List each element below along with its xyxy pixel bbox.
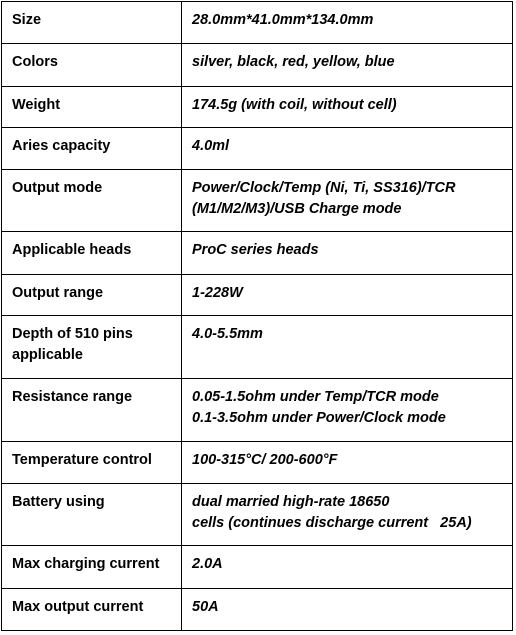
spec-label: Size bbox=[2, 2, 182, 44]
spec-value: 0.05-1.5ohm under Temp/TCR mode 0.1-3.5ohm under Power/Clock mode bbox=[182, 379, 513, 441]
table-row bbox=[2, 379, 513, 441]
spec-value: dual married high-rate 18650 cells (continues discharge current 25A) bbox=[182, 484, 513, 546]
spec-label: Colors bbox=[2, 44, 182, 86]
spec-value: 28.0mm*41.0mm*134.0mm bbox=[182, 2, 513, 44]
spec-value: silver, black, red, yellow, blue bbox=[182, 44, 513, 86]
spec-label: Output mode bbox=[2, 170, 182, 232]
spec-value: 50A bbox=[182, 588, 513, 630]
spec-label: Battery using bbox=[2, 484, 182, 546]
table-row bbox=[2, 315, 513, 378]
table-row bbox=[2, 441, 513, 483]
spec-value: 4.0-5.5mm bbox=[182, 315, 513, 378]
spec-value: 2.0A bbox=[182, 546, 513, 588]
table-row bbox=[2, 127, 513, 169]
table-row bbox=[2, 232, 513, 274]
spec-label: Depth of 510 pins applicable bbox=[2, 315, 182, 378]
spec-label: Aries capacity bbox=[2, 127, 182, 169]
spec-label: Temperature control bbox=[2, 441, 182, 483]
spec-label: Resistance range bbox=[2, 379, 182, 441]
spec-value: 174.5g (with coil, without cell) bbox=[182, 86, 513, 127]
table-row bbox=[2, 2, 513, 44]
table-row bbox=[2, 546, 513, 588]
table-row bbox=[2, 170, 513, 232]
spec-label: Output range bbox=[2, 274, 182, 315]
table-row bbox=[2, 44, 513, 86]
table-row bbox=[2, 274, 513, 315]
table-row bbox=[2, 86, 513, 127]
spec-value: Power/Clock/Temp (Ni, Ti, SS316)/TCR (M1/M2/M3)/USB Charge mode bbox=[182, 170, 513, 232]
spec-label: Max charging current bbox=[2, 546, 182, 588]
table-row bbox=[2, 588, 513, 630]
spec-value: ProC series heads bbox=[182, 232, 513, 274]
spec-value: 1-228W bbox=[182, 274, 513, 315]
spec-label: Max output current bbox=[2, 588, 182, 630]
spec-label: Applicable heads bbox=[2, 232, 182, 274]
spec-value: 4.0ml bbox=[182, 127, 513, 169]
spec-value: 100-315°C/ 200-600°F bbox=[182, 441, 513, 483]
table-row bbox=[2, 484, 513, 546]
spec-label: Weight bbox=[2, 86, 182, 127]
specifications-table bbox=[1, 1, 513, 631]
